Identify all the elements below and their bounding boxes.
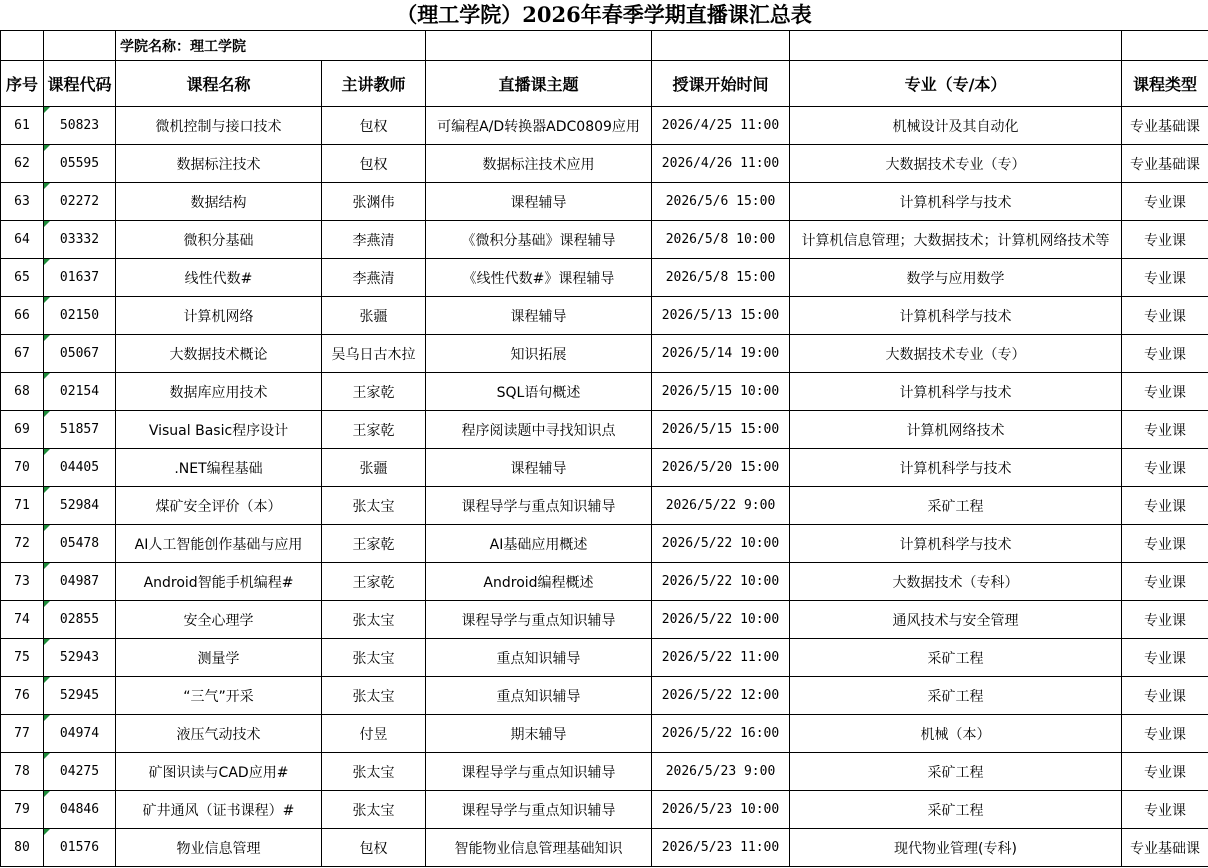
- course-type-cell[interactable]: 专业基础课: [1122, 145, 1208, 183]
- cell[interactable]: [1, 31, 44, 61]
- table-row: [1, 753, 1208, 791]
- course-name-cell[interactable]: 微积分基础: [116, 221, 322, 259]
- teacher-cell[interactable]: 包权: [322, 145, 426, 183]
- major-cell[interactable]: 采矿工程: [790, 487, 1122, 525]
- code-cell[interactable]: 50823: [44, 107, 116, 145]
- course-name-cell[interactable]: 大数据技术概论: [116, 335, 322, 373]
- topic-cell[interactable]: 课程导学与重点知识辅导: [426, 601, 652, 639]
- table-row: [1, 563, 1208, 601]
- teacher-cell[interactable]: 吴乌日古木拉: [322, 335, 426, 373]
- course-name-cell[interactable]: .NET编程基础: [116, 449, 322, 487]
- cell[interactable]: [426, 31, 652, 61]
- table-row: [1, 639, 1208, 677]
- course-name-cell[interactable]: 矿井通风（证书课程）#: [116, 791, 322, 829]
- teacher-cell[interactable]: 付昱: [322, 715, 426, 753]
- start-time-cell[interactable]: 2026/5/15 10:00: [652, 373, 790, 411]
- course-type-cell[interactable]: 专业课: [1122, 715, 1208, 753]
- major-cell[interactable]: 机械设计及其自动化: [790, 107, 1122, 145]
- teacher-cell[interactable]: 张太宝: [322, 601, 426, 639]
- course-type-cell[interactable]: 专业课: [1122, 487, 1208, 525]
- topic-cell[interactable]: 期末辅导: [426, 715, 652, 753]
- teacher-cell[interactable]: 张太宝: [322, 487, 426, 525]
- course-name-cell[interactable]: 煤矿安全评价（本）: [116, 487, 322, 525]
- major-cell[interactable]: 通风技术与安全管理: [790, 601, 1122, 639]
- code-cell[interactable]: 05595: [44, 145, 116, 183]
- table-row: [1, 259, 1208, 297]
- course-name-cell[interactable]: 物业信息管理: [116, 829, 322, 867]
- start-time-cell[interactable]: 2026/5/22 9:00: [652, 487, 790, 525]
- table-row: [1, 297, 1208, 335]
- major-cell[interactable]: 大数据技术专业（专）: [790, 335, 1122, 373]
- schedule-table: [0, 30, 1208, 867]
- teacher-cell[interactable]: 李燕清: [322, 221, 426, 259]
- code-cell[interactable]: 05067: [44, 335, 116, 373]
- start-time-cell[interactable]: 2026/5/20 15:00: [652, 449, 790, 487]
- seq-cell[interactable]: 65: [1, 259, 44, 297]
- course-name-cell[interactable]: 安全心理学: [116, 601, 322, 639]
- table-row: [1, 791, 1208, 829]
- header-code[interactable]: 课程代码: [44, 61, 116, 107]
- header-start-time[interactable]: 授课开始时间: [652, 61, 790, 107]
- major-cell[interactable]: 计算机科学与技术: [790, 525, 1122, 563]
- major-cell[interactable]: 采矿工程: [790, 639, 1122, 677]
- start-time-cell[interactable]: 2026/5/22 12:00: [652, 677, 790, 715]
- course-type-cell[interactable]: 专业课: [1122, 677, 1208, 715]
- header-major[interactable]: 专业（专/本）: [790, 61, 1122, 107]
- table-row: [1, 373, 1208, 411]
- major-cell[interactable]: 计算机科学与技术: [790, 297, 1122, 335]
- table-row: [1, 335, 1208, 373]
- course-type-cell[interactable]: 专业课: [1122, 753, 1208, 791]
- college-row: [1, 31, 1208, 61]
- code-cell[interactable]: 52945: [44, 677, 116, 715]
- course-type-cell[interactable]: 专业课: [1122, 639, 1208, 677]
- course-name-cell[interactable]: 线性代数#: [116, 259, 322, 297]
- teacher-cell[interactable]: 李燕清: [322, 259, 426, 297]
- seq-cell[interactable]: 76: [1, 677, 44, 715]
- major-cell[interactable]: 大数据技术（专科）: [790, 563, 1122, 601]
- start-time-cell[interactable]: 2026/5/22 10:00: [652, 601, 790, 639]
- cell[interactable]: [44, 31, 116, 61]
- seq-cell[interactable]: 63: [1, 183, 44, 221]
- major-cell[interactable]: 计算机网络技术: [790, 411, 1122, 449]
- sheet-title: （理工学院）2026年春季学期直播课汇总表: [396, 2, 812, 27]
- teacher-cell[interactable]: 包权: [322, 829, 426, 867]
- table-row: [1, 221, 1208, 259]
- code-cell[interactable]: 05478: [44, 525, 116, 563]
- table-row: [1, 107, 1208, 145]
- major-cell[interactable]: 数学与应用数学: [790, 259, 1122, 297]
- start-time-cell[interactable]: 2026/5/23 9:00: [652, 753, 790, 791]
- header-seq[interactable]: 序号: [1, 61, 44, 107]
- cell[interactable]: [1122, 31, 1208, 61]
- major-cell[interactable]: 采矿工程: [790, 677, 1122, 715]
- topic-cell[interactable]: Android编程概述: [426, 563, 652, 601]
- seq-cell[interactable]: 61: [1, 107, 44, 145]
- topic-cell[interactable]: 《微积分基础》课程辅导: [426, 221, 652, 259]
- course-name-cell[interactable]: Visual Basic程序设计: [116, 411, 322, 449]
- course-name-cell[interactable]: 微机控制与接口技术: [116, 107, 322, 145]
- teacher-cell[interactable]: 包权: [322, 107, 426, 145]
- header-teacher[interactable]: 主讲教师: [322, 61, 426, 107]
- code-cell[interactable]: 01637: [44, 259, 116, 297]
- teacher-cell[interactable]: 张太宝: [322, 791, 426, 829]
- seq-cell[interactable]: 69: [1, 411, 44, 449]
- start-time-cell[interactable]: 2026/5/6 15:00: [652, 183, 790, 221]
- topic-cell[interactable]: 数据标注技术应用: [426, 145, 652, 183]
- course-type-cell[interactable]: 专业课: [1122, 525, 1208, 563]
- major-cell[interactable]: 采矿工程: [790, 753, 1122, 791]
- seq-cell[interactable]: 79: [1, 791, 44, 829]
- major-cell[interactable]: 大数据技术专业（专）: [790, 145, 1122, 183]
- topic-cell[interactable]: 重点知识辅导: [426, 677, 652, 715]
- course-type-cell[interactable]: 专业课: [1122, 449, 1208, 487]
- code-cell[interactable]: 04987: [44, 563, 116, 601]
- seq-cell[interactable]: 75: [1, 639, 44, 677]
- code-cell[interactable]: 04974: [44, 715, 116, 753]
- table-row: [1, 487, 1208, 525]
- course-type-cell[interactable]: 专业课: [1122, 791, 1208, 829]
- table-row: [1, 829, 1208, 867]
- course-type-cell[interactable]: 专业课: [1122, 259, 1208, 297]
- topic-cell[interactable]: SQL语句概述: [426, 373, 652, 411]
- major-cell[interactable]: 计算机科学与技术: [790, 449, 1122, 487]
- course-type-cell[interactable]: 专业课: [1122, 411, 1208, 449]
- seq-cell[interactable]: 78: [1, 753, 44, 791]
- cell[interactable]: [652, 31, 790, 61]
- table-row: [1, 411, 1208, 449]
- topic-cell[interactable]: AI基础应用概述: [426, 525, 652, 563]
- seq-cell[interactable]: 77: [1, 715, 44, 753]
- teacher-cell[interactable]: 王家乾: [322, 373, 426, 411]
- course-type-cell[interactable]: 专业课: [1122, 221, 1208, 259]
- course-name-cell[interactable]: 测量学: [116, 639, 322, 677]
- seq-cell[interactable]: 71: [1, 487, 44, 525]
- course-name-cell[interactable]: 液压气动技术: [116, 715, 322, 753]
- topic-cell[interactable]: 智能物业信息管理基础知识: [426, 829, 652, 867]
- start-time-cell[interactable]: 2026/5/23 10:00: [652, 791, 790, 829]
- topic-cell[interactable]: 课程导学与重点知识辅导: [426, 791, 652, 829]
- code-cell[interactable]: 04405: [44, 449, 116, 487]
- major-cell[interactable]: 计算机信息管理；大数据技术；计算机网络技术等: [790, 221, 1122, 259]
- code-cell[interactable]: 01576: [44, 829, 116, 867]
- course-type-cell[interactable]: 专业课: [1122, 563, 1208, 601]
- table-row: [1, 145, 1208, 183]
- course-name-cell[interactable]: “三气”开采: [116, 677, 322, 715]
- code-cell[interactable]: 02272: [44, 183, 116, 221]
- course-name-cell[interactable]: 数据库应用技术: [116, 373, 322, 411]
- header-topic[interactable]: 直播课主题: [426, 61, 652, 107]
- start-time-cell[interactable]: 2026/5/8 15:00: [652, 259, 790, 297]
- teacher-cell[interactable]: 张太宝: [322, 639, 426, 677]
- seq-cell[interactable]: 80: [1, 829, 44, 867]
- teacher-cell[interactable]: 张疆: [322, 449, 426, 487]
- major-cell[interactable]: 现代物业管理(专科): [790, 829, 1122, 867]
- course-name-cell[interactable]: Android智能手机编程#: [116, 563, 322, 601]
- seq-cell[interactable]: 62: [1, 145, 44, 183]
- teacher-cell[interactable]: 张渊伟: [322, 183, 426, 221]
- code-cell[interactable]: 04846: [44, 791, 116, 829]
- college-name-cell[interactable]: 学院名称：理工学院: [116, 31, 426, 61]
- seq-cell[interactable]: 72: [1, 525, 44, 563]
- start-time-cell[interactable]: 2026/5/22 10:00: [652, 525, 790, 563]
- course-type-cell[interactable]: 专业课: [1122, 335, 1208, 373]
- course-type-cell[interactable]: 专业课: [1122, 183, 1208, 221]
- teacher-cell[interactable]: 王家乾: [322, 525, 426, 563]
- course-type-cell[interactable]: 专业课: [1122, 297, 1208, 335]
- teacher-cell[interactable]: 张太宝: [322, 753, 426, 791]
- code-cell[interactable]: 52943: [44, 639, 116, 677]
- seq-cell[interactable]: 67: [1, 335, 44, 373]
- start-time-cell[interactable]: 2026/5/22 11:00: [652, 639, 790, 677]
- table-row: [1, 525, 1208, 563]
- start-time-cell[interactable]: 2026/5/22 16:00: [652, 715, 790, 753]
- topic-cell[interactable]: 课程导学与重点知识辅导: [426, 753, 652, 791]
- seq-cell[interactable]: 68: [1, 373, 44, 411]
- header-course-type[interactable]: 课程类型: [1122, 61, 1208, 107]
- header-course-name[interactable]: 课程名称: [116, 61, 322, 107]
- major-cell[interactable]: 机械（本）: [790, 715, 1122, 753]
- header-row: [1, 61, 1208, 107]
- code-cell[interactable]: 02150: [44, 297, 116, 335]
- table-row: [1, 677, 1208, 715]
- seq-cell[interactable]: 70: [1, 449, 44, 487]
- course-type-cell[interactable]: 专业课: [1122, 601, 1208, 639]
- table-row: [1, 601, 1208, 639]
- seq-cell[interactable]: 66: [1, 297, 44, 335]
- code-cell[interactable]: 51857: [44, 411, 116, 449]
- topic-cell[interactable]: 可编程A/D转换器ADC0809应用: [426, 107, 652, 145]
- table-row: [1, 183, 1208, 221]
- table-row: [1, 449, 1208, 487]
- topic-cell[interactable]: 课程导学与重点知识辅导: [426, 487, 652, 525]
- major-cell[interactable]: 计算机科学与技术: [790, 183, 1122, 221]
- topic-cell[interactable]: 课程辅导: [426, 297, 652, 335]
- course-name-cell[interactable]: 计算机网络: [116, 297, 322, 335]
- code-cell[interactable]: 52984: [44, 487, 116, 525]
- seq-cell[interactable]: 73: [1, 563, 44, 601]
- code-cell[interactable]: 03332: [44, 221, 116, 259]
- major-cell[interactable]: 采矿工程: [790, 791, 1122, 829]
- start-time-cell[interactable]: 2026/5/22 10:00: [652, 563, 790, 601]
- table-row: [1, 715, 1208, 753]
- start-time-cell[interactable]: 2026/4/26 11:00: [652, 145, 790, 183]
- start-time-cell[interactable]: 2026/5/15 15:00: [652, 411, 790, 449]
- course-type-cell[interactable]: 专业基础课: [1122, 829, 1208, 867]
- teacher-cell[interactable]: 王家乾: [322, 411, 426, 449]
- start-time-cell[interactable]: 2026/5/8 10:00: [652, 221, 790, 259]
- course-name-cell[interactable]: AI人工智能创作基础与应用: [116, 525, 322, 563]
- teacher-cell[interactable]: 张疆: [322, 297, 426, 335]
- course-name-cell[interactable]: 数据结构: [116, 183, 322, 221]
- topic-cell[interactable]: 课程辅导: [426, 449, 652, 487]
- cell[interactable]: [790, 31, 1122, 61]
- topic-cell[interactable]: 课程辅导: [426, 183, 652, 221]
- code-cell[interactable]: 02855: [44, 601, 116, 639]
- code-cell[interactable]: 02154: [44, 373, 116, 411]
- code-cell[interactable]: 04275: [44, 753, 116, 791]
- seq-cell[interactable]: 64: [1, 221, 44, 259]
- start-time-cell[interactable]: 2026/4/25 11:00: [652, 107, 790, 145]
- topic-cell[interactable]: 重点知识辅导: [426, 639, 652, 677]
- teacher-cell[interactable]: 张太宝: [322, 677, 426, 715]
- course-type-cell[interactable]: 专业课: [1122, 373, 1208, 411]
- course-type-cell[interactable]: 专业基础课: [1122, 107, 1208, 145]
- teacher-cell[interactable]: 王家乾: [322, 563, 426, 601]
- start-time-cell[interactable]: 2026/5/14 19:00: [652, 335, 790, 373]
- course-name-cell[interactable]: 数据标注技术: [116, 145, 322, 183]
- start-time-cell[interactable]: 2026/5/23 11:00: [652, 829, 790, 867]
- major-cell[interactable]: 计算机科学与技术: [790, 373, 1122, 411]
- start-time-cell[interactable]: 2026/5/13 15:00: [652, 297, 790, 335]
- seq-cell[interactable]: 74: [1, 601, 44, 639]
- topic-cell[interactable]: 《线性代数#》课程辅导: [426, 259, 652, 297]
- course-name-cell[interactable]: 矿图识读与CAD应用#: [116, 753, 322, 791]
- topic-cell[interactable]: 知识拓展: [426, 335, 652, 373]
- topic-cell[interactable]: 程序阅读题中寻找知识点: [426, 411, 652, 449]
